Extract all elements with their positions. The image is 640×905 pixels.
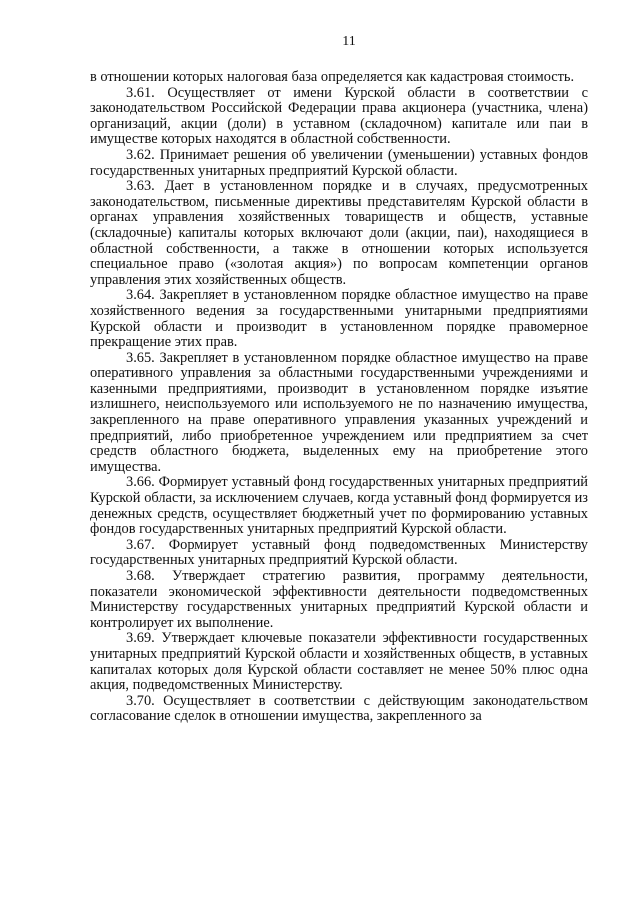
- paragraph-3-67: 3.67. Формирует уставный фонд подведомственных Министерству государственных унитарных предприятий Курской области.: [90, 536, 588, 569]
- page-number: 11: [342, 34, 356, 49]
- paragraph-3-70: 3.70. Осуществляет в соответствии с действующим законодательством согласование сделок в отношении имущества, закрепленного за: [90, 692, 588, 725]
- paragraph-3-62: 3.62. Принимает решения об увеличении (уменьшении) уставных фондов государственных унитарных предприятий Курской области.: [90, 146, 588, 179]
- paragraph-3-64: 3.64. Закрепляет в установленном порядке областное имущество на праве хозяйственного ведения за государственными унитарными предприятиями Курской области и производит в установленном порядке правомерное прекращение этих прав.: [90, 287, 588, 351]
- paragraph-continuation: в отношении которых налоговая база определяется как кадастровая стоимость.: [90, 69, 575, 85]
- paragraph-3-69: 3.69. Утверждает ключевые показатели эффективности государственных унитарных предприятий Курской области и хозяйственных обществ, в уставных капиталах которых доля Курской области составляет не менее 50% плюс одна акция, подведомственных Министерству.: [90, 630, 588, 694]
- paragraph-3-65: 3.65. Закрепляет в установленном порядке областное имущество на праве оперативного управления за областными государственными учреждениями и казенными предприятиями, производит в установленном порядке изъятие излишнего, неиспользуемого или используемого не по назначению имущества, закрепленного на праве оперативного управления указанных учреждений и предприятий, либо приобретенное учреждением или предприятием за счет средств областного бюджета, выделенных ему на приобретение этого имущества.: [90, 349, 588, 475]
- paragraph-3-68: 3.68. Утверждает стратегию развития, программу деятельности, показатели экономической эффективности деятельности подведомственных Министерству государственных унитарных предприятий Курской области и контролирует их выполнение.: [90, 568, 588, 631]
- paragraph-3-66: 3.66. Формирует уставный фонд государственных унитарных предприятий Курской области, за исключением случаев, когда уставный фонд формируется из денежных средств, осуществляет бюджетный учет по формированию уставных фондов государственных унитарных предприятий Курской области.: [90, 474, 588, 538]
- paragraph-3-63: 3.63. Дает в установленном порядке и в случаях, предусмотренных законодательством, письменные директивы представителям Курской области в органах управления хозяйственных товариществ и обществ, уставные (складочные) капиталы которых включают доли (акции, паи), находящиеся в областной собственности, а также в отношении которых используется специальное право («золотая акция») по вопросам компетенции органов управления этих хозяйственных обществ.: [90, 178, 588, 288]
- paragraph-3-61: 3.61. Осуществляет от имени Курской области в соответствии с законодательством Российской Федерации права акционера (участника, члена) организаций, акции (доли) в уставном (складочном) капитале или паи в имуществе которых находятся в областной собственности.: [90, 84, 588, 148]
